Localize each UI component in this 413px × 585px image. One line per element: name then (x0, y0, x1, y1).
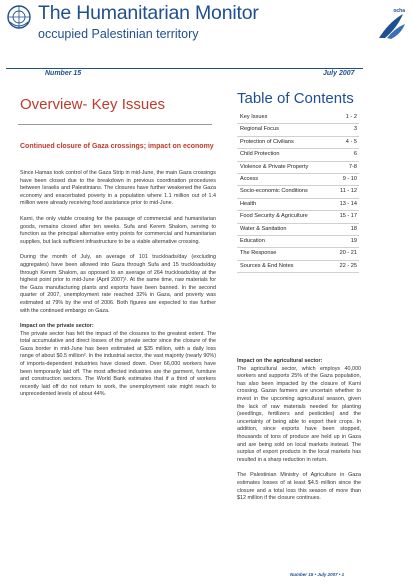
toc-page: 9 - 10 (342, 176, 357, 183)
toc-item[interactable] (237, 137, 359, 149)
issue-number: Number 15 (45, 70, 82, 77)
paragraph: The private sector has felt the impact of the closures to the greatest extent. The total accumulative and direct losses of the private sector since the closure of the Gaza border in mid-June has been estimated at $35 million, with a daily loss range of about $0.5 million². In the industrial sector, the vast majority (nearly 90%) of imports-dependent industries have closed down. Over 66,000 workers have been temporarily laid off. The most affected industries are the garment, furniture and construction sectors. The World Bank estimates that if a third of workers recently laid off do not return to work, the unemployment rate might reach to unprecedented levels of about 44%. (20, 330, 216, 398)
toc-item[interactable] (237, 149, 359, 161)
toc-label: Food Security & Agriculture (240, 213, 308, 220)
toc-item[interactable] (237, 224, 359, 236)
toc-page: 13 - 14 (339, 200, 357, 207)
toc-label: Health (240, 200, 257, 207)
toc-label: Sources & End Notes (240, 262, 294, 269)
toc-label: Access (240, 176, 259, 183)
page-footer: Number 15 • July 2007 • 1 (290, 572, 345, 577)
toc-page: 15 - 17 (339, 213, 357, 220)
toc-page: 7-8 (348, 163, 357, 170)
toc-page: 22 - 25 (339, 262, 357, 269)
toc-page: 19 (350, 238, 357, 245)
section-title: Continued closure of Gaza crossings; impact on economy (20, 143, 214, 150)
page-subtitle: occupied Palestinian territory (38, 27, 199, 41)
paragraph: Since Hamas took control of the Gaza Strip in mid-June, the main Gaza crossings have been closed due to the breakdown in previous coordination procedures between Israelis and Palestinians. The closures have further weakened the Gaza economy and exacerbated poverty in a population where 1.1 million out of 1.4 million were already receiving food assistance prior to mid-June. (20, 170, 216, 207)
page-title: The Humanitarian Monitor (38, 2, 259, 24)
table-of-contents (237, 112, 359, 273)
toc-label: Key Issues (240, 114, 268, 120)
left-column (20, 170, 216, 407)
toc-label: Regional Focus (240, 126, 279, 133)
toc-page: 18 (350, 225, 357, 232)
toc-page: 20 - 21 (339, 250, 357, 257)
un-emblem-icon (6, 4, 32, 30)
toc-item[interactable] (237, 186, 359, 198)
agriculture-heading: Impact on the agricultural sector: (237, 358, 323, 364)
paragraph: The agricultural sector, which employs 40,000 workers and supports 25% of the Gaza population, has also been impacted by the closure of Karni crossing. Gazan farmers are uncertain whether to invest in the upcoming agricultural season, given the lack of raw materials needed for planting (seedlings, fertilizers and pesticides) and the uncertainty of being able to export their crops. In addition, since exports have been stopped, thousands of tons of produce are held up in Gaza and are being sold on local markets instead. The surplus of export products in the local markets has resulted in a sharp reduction in return. (237, 365, 361, 463)
toc-label: Water & Sanitation (240, 225, 287, 232)
toc-item[interactable] (237, 162, 359, 174)
toc-item[interactable] (237, 236, 359, 248)
toc-page: 4 - 5 (345, 138, 357, 145)
toc-item[interactable] (237, 211, 359, 223)
toc-page: 1 - 2 (345, 114, 357, 120)
toc-page: 6 (353, 151, 357, 158)
toc-label: Protection of Civilians (240, 138, 294, 145)
private-sector-heading: Impact on the private sector: (20, 323, 94, 330)
toc-item[interactable] (237, 248, 359, 260)
toc-item[interactable] (237, 112, 359, 124)
toc-label: Socio-economic Conditions (240, 188, 308, 195)
toc-page: 3 (353, 126, 357, 133)
ocha-label: ocha (393, 8, 405, 14)
toc-label: The Response (240, 250, 277, 257)
paragraph: Karni, the only viable crossing for the passage of commercial and humanitarian goods, remains closed after ten weeks. Sufa and Kerem Shalom, serving to function as the principal alternative entry points for commercial and humanitarian supplies, but lack sufficient infrastructure to be a viable alternative crossing. (20, 215, 216, 245)
toc-heading: Table of Contents (237, 90, 354, 107)
toc-label: Violence & Private Property (240, 163, 309, 170)
overview-divider (18, 124, 212, 125)
toc-item[interactable] (237, 199, 359, 211)
toc-item[interactable] (237, 174, 359, 186)
paragraph: The Palestinian Ministry of Agriculture in Gaza estimates losses of at least $4.5 million since the closure and a total loss this season of more than $12 million if the closure continues. (237, 472, 361, 502)
issue-date: July 2007 (323, 70, 355, 77)
paragraph: During the month of July, an average of 101 truckloads/day (excluding aggregates) have been allowed into Gaza through Sufa and 15 truckloads/day through Kerem Shalom, as opposed to an average of 264 truckloads/day at the highest point prior to mid-June (April 2007)¹. At the same time, raw materials for the Gaza manufacturing plants and exports have been banned. In the second quarter of 2007, unemployment rate reached 32% in Gaza, and poverty was estimated at 79% by the end of 2006. Both figures are expected to rise further with the continued embargo on Gaza. (20, 254, 216, 314)
toc-label: Education (240, 238, 265, 245)
overview-heading: Overview- Key Issues (20, 96, 166, 113)
right-column (237, 358, 361, 511)
toc-page: 11 - 12 (340, 188, 357, 195)
toc-item[interactable] (237, 261, 359, 273)
toc-item[interactable] (237, 124, 359, 136)
toc-label: Child Protection (240, 151, 280, 158)
